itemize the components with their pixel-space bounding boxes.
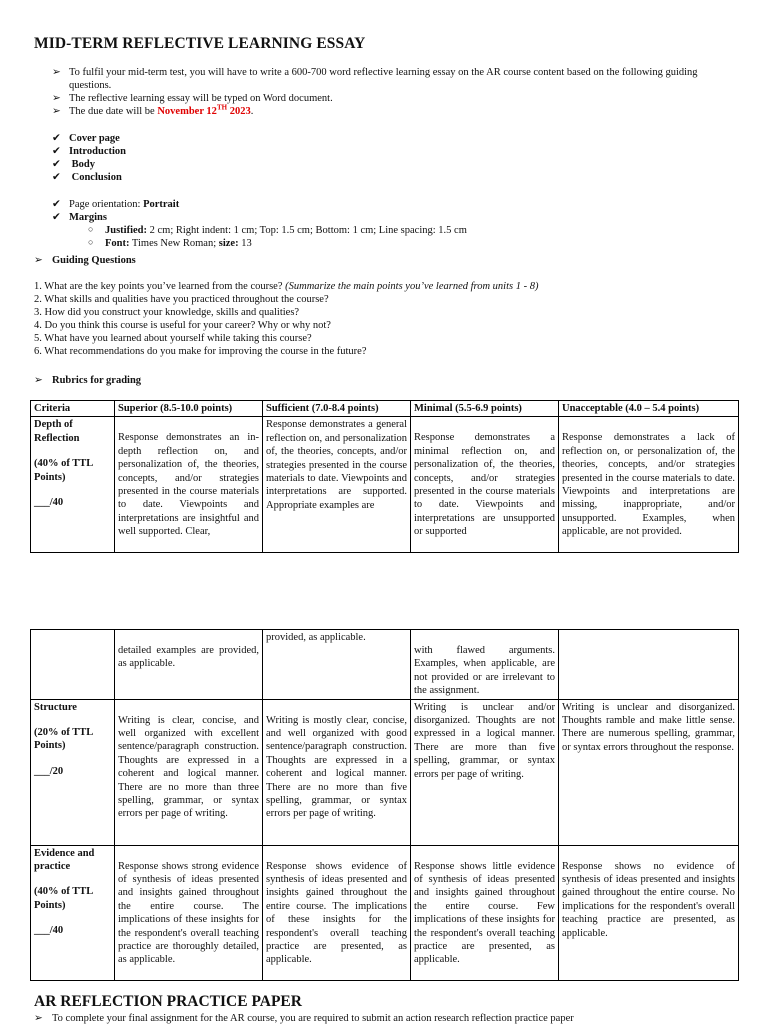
structure-superior: Writing is clear, concise, and well organized with excellent sentence/paragraph construction. Thoughts are expressed in a coherent and logical manner. There are no more than three spelling, grammar, or syntax errors per page of writing. bbox=[115, 699, 263, 845]
question-item: 3. How did you construct your knowledge, skills and qualities? bbox=[34, 307, 300, 318]
question-item: 5. What have you learned about yourself while taking this course? bbox=[34, 333, 312, 344]
format-margins: ✔ Margins bbox=[52, 212, 107, 224]
essay-part: ✔ Body bbox=[52, 159, 95, 171]
table-row bbox=[31, 417, 739, 553]
rubric-header-row bbox=[31, 401, 739, 417]
depth-superior: Response demonstrates an in-depth reflection on, and personalization of, the theories, concepts, and/or strategies presented in the course materials to date. Viewpoints and interpretations are insightful and well supported. Clear, bbox=[115, 417, 263, 553]
format-list bbox=[52, 198, 179, 224]
structure-sufficient: Writing is mostly clear, concise, and well organized with good sentence/paragraph construction. Thoughts are expressed in a coherent and logical manner. There are no more than five spelling, grammar, or syntax errors per page of writing. bbox=[263, 699, 411, 845]
question-item: 2. What skills and qualities have you practiced throughout the course? bbox=[34, 294, 329, 305]
rubric-heading: ➢ Rubrics for grading bbox=[34, 375, 142, 386]
section-title-ar-reflection: AR REFLECTION PRACTICE PAPER bbox=[34, 993, 302, 1010]
criteria-evidence: Evidence and practice (40% of TTL Points) ___/40 bbox=[31, 845, 115, 980]
due-date: November 12TH 2023 bbox=[157, 103, 251, 118]
question-item: 6. What recommendations do you make for improving the course in the future? bbox=[34, 346, 367, 357]
final-assignment-line: ➢ To complete your final assignment for the AR course, you are required to submit an action research reflection practice paper bbox=[34, 1013, 574, 1024]
guiding-questions bbox=[34, 280, 734, 358]
structure-unacceptable: Writing is unclear and disorganized. Thoughts ramble and make little sense. There are numerous spelling, grammar, or syntax errors throughout the response. bbox=[559, 699, 739, 845]
margins-justified: ○ Justified: 2 cm; Right indent: 1 cm; Top: 1.5 cm; Bottom: 1 cm; Line spacing: 1.5 cm bbox=[88, 224, 467, 236]
evidence-superior: Response shows strong evidence of synthesis of ideas presented and insights gained throughout the entire course. The implications of these insights for the respondent's overall teaching practice are thoroughly detailed, as applicable. bbox=[115, 845, 263, 980]
depth-sufficient-cont: provided, as applicable. bbox=[263, 630, 411, 700]
table-row bbox=[31, 699, 739, 845]
margins-font: ○ Font: Times New Roman; size: 13 bbox=[88, 237, 252, 250]
intro-list bbox=[52, 66, 742, 119]
header-superior: Superior (8.5-10.0 points) bbox=[115, 401, 263, 417]
intro-item: ➢ The reflective learning essay will be typed on Word document. bbox=[52, 93, 333, 105]
criteria-depth: Depth of Reflection (40% of TTL Points) ___/40 bbox=[31, 417, 115, 553]
criteria-structure: Structure (20% of TTL Points) ___/20 bbox=[31, 699, 115, 845]
guiding-heading: ➢ Guiding Questions bbox=[34, 255, 136, 266]
header-criteria: Criteria bbox=[31, 401, 115, 417]
rubric-table-part1 bbox=[30, 400, 739, 553]
depth-superior-cont: detailed examples are provided, as applicable. bbox=[115, 630, 263, 700]
table-row bbox=[31, 630, 739, 700]
depth-continued-criteria bbox=[31, 630, 115, 700]
evidence-minimal: Response shows little evidence of synthesis of ideas presented and insights gained throughout the entire course. Few implications of these insights for the respondent's overall teaching practice are presented, as applicable. bbox=[411, 845, 559, 980]
intro-item: ➢ To fulfil your mid-term test, you will have to write a 600-700 word reflective learning essay on the AR course content based on the following guiding questions. bbox=[52, 67, 698, 92]
page-title: MID-TERM REFLECTIVE LEARNING ESSAY bbox=[34, 35, 366, 52]
format-orientation: ✔ Page orientation: Portrait bbox=[52, 199, 180, 210]
question-item: 4. Do you think this course is useful for your career? Why or why not? bbox=[34, 320, 331, 331]
evidence-sufficient: Response shows evidence of synthesis of ideas presented and insights gained throughout the entire course. The implications of these insights for the respondent's overall teaching practice are presented, as applicable. bbox=[263, 845, 411, 980]
due-date-item: ➢ The due date will be November 12TH 2023. bbox=[52, 103, 254, 118]
depth-sufficient: Response demonstrates a general reflection on, and personalization of, the theories, concepts, and/or strategies presented in the course materials to date. Viewpoints and interpretations are supported. Appropriate examples are bbox=[263, 417, 411, 553]
essay-part: ✔ Cover page bbox=[52, 133, 120, 144]
essay-parts-list bbox=[52, 132, 126, 185]
margins-sublist bbox=[88, 224, 467, 250]
table-row bbox=[31, 845, 739, 980]
header-unacceptable: Unacceptable (4.0 – 5.4 points) bbox=[559, 401, 739, 417]
essay-part: ✔ Conclusion bbox=[52, 172, 122, 184]
header-minimal: Minimal (5.5-6.9 points) bbox=[411, 401, 559, 417]
depth-unacceptable-cont bbox=[559, 630, 739, 700]
depth-minimal-cont: with flawed arguments. Examples, when applicable, are not provided or are irrelevant to the assignment. bbox=[411, 630, 559, 700]
question-item: 1. What are the key points you’ve learned from the course? (Summarize the main points you’ve learned from units 1 - 8) bbox=[34, 281, 539, 292]
rubric-table-part2 bbox=[30, 629, 739, 981]
header-sufficient: Sufficient (7.0-8.4 points) bbox=[263, 401, 411, 417]
depth-unacceptable: Response demonstrates a lack of reflection on, or personalization of, the theories, concepts, and/or strategies presented in the course materials to date. Viewpoints and interpretations are missing, inappropriate, and/or unsupported. Examples, when applicable, are not provided. bbox=[559, 417, 739, 553]
evidence-unacceptable: Response shows no evidence of synthesis of ideas presented and insights gained throughout the entire course. No implications for the respondent's overall teaching practice are presented, as applicable. bbox=[559, 845, 739, 980]
essay-part: ✔ Introduction bbox=[52, 146, 126, 158]
depth-minimal: Response demonstrates a minimal reflection on, and personalization of, the theories, concepts, and/or strategies presented in the course materials to date. Viewpoints and interpretations are unsupported or supported bbox=[411, 417, 559, 553]
structure-minimal: Writing is unclear and/or disorganized. Thoughts are not expressed in a logical manner. There are more than five spelling, grammar, or syntax errors per page of writing. bbox=[411, 699, 559, 845]
